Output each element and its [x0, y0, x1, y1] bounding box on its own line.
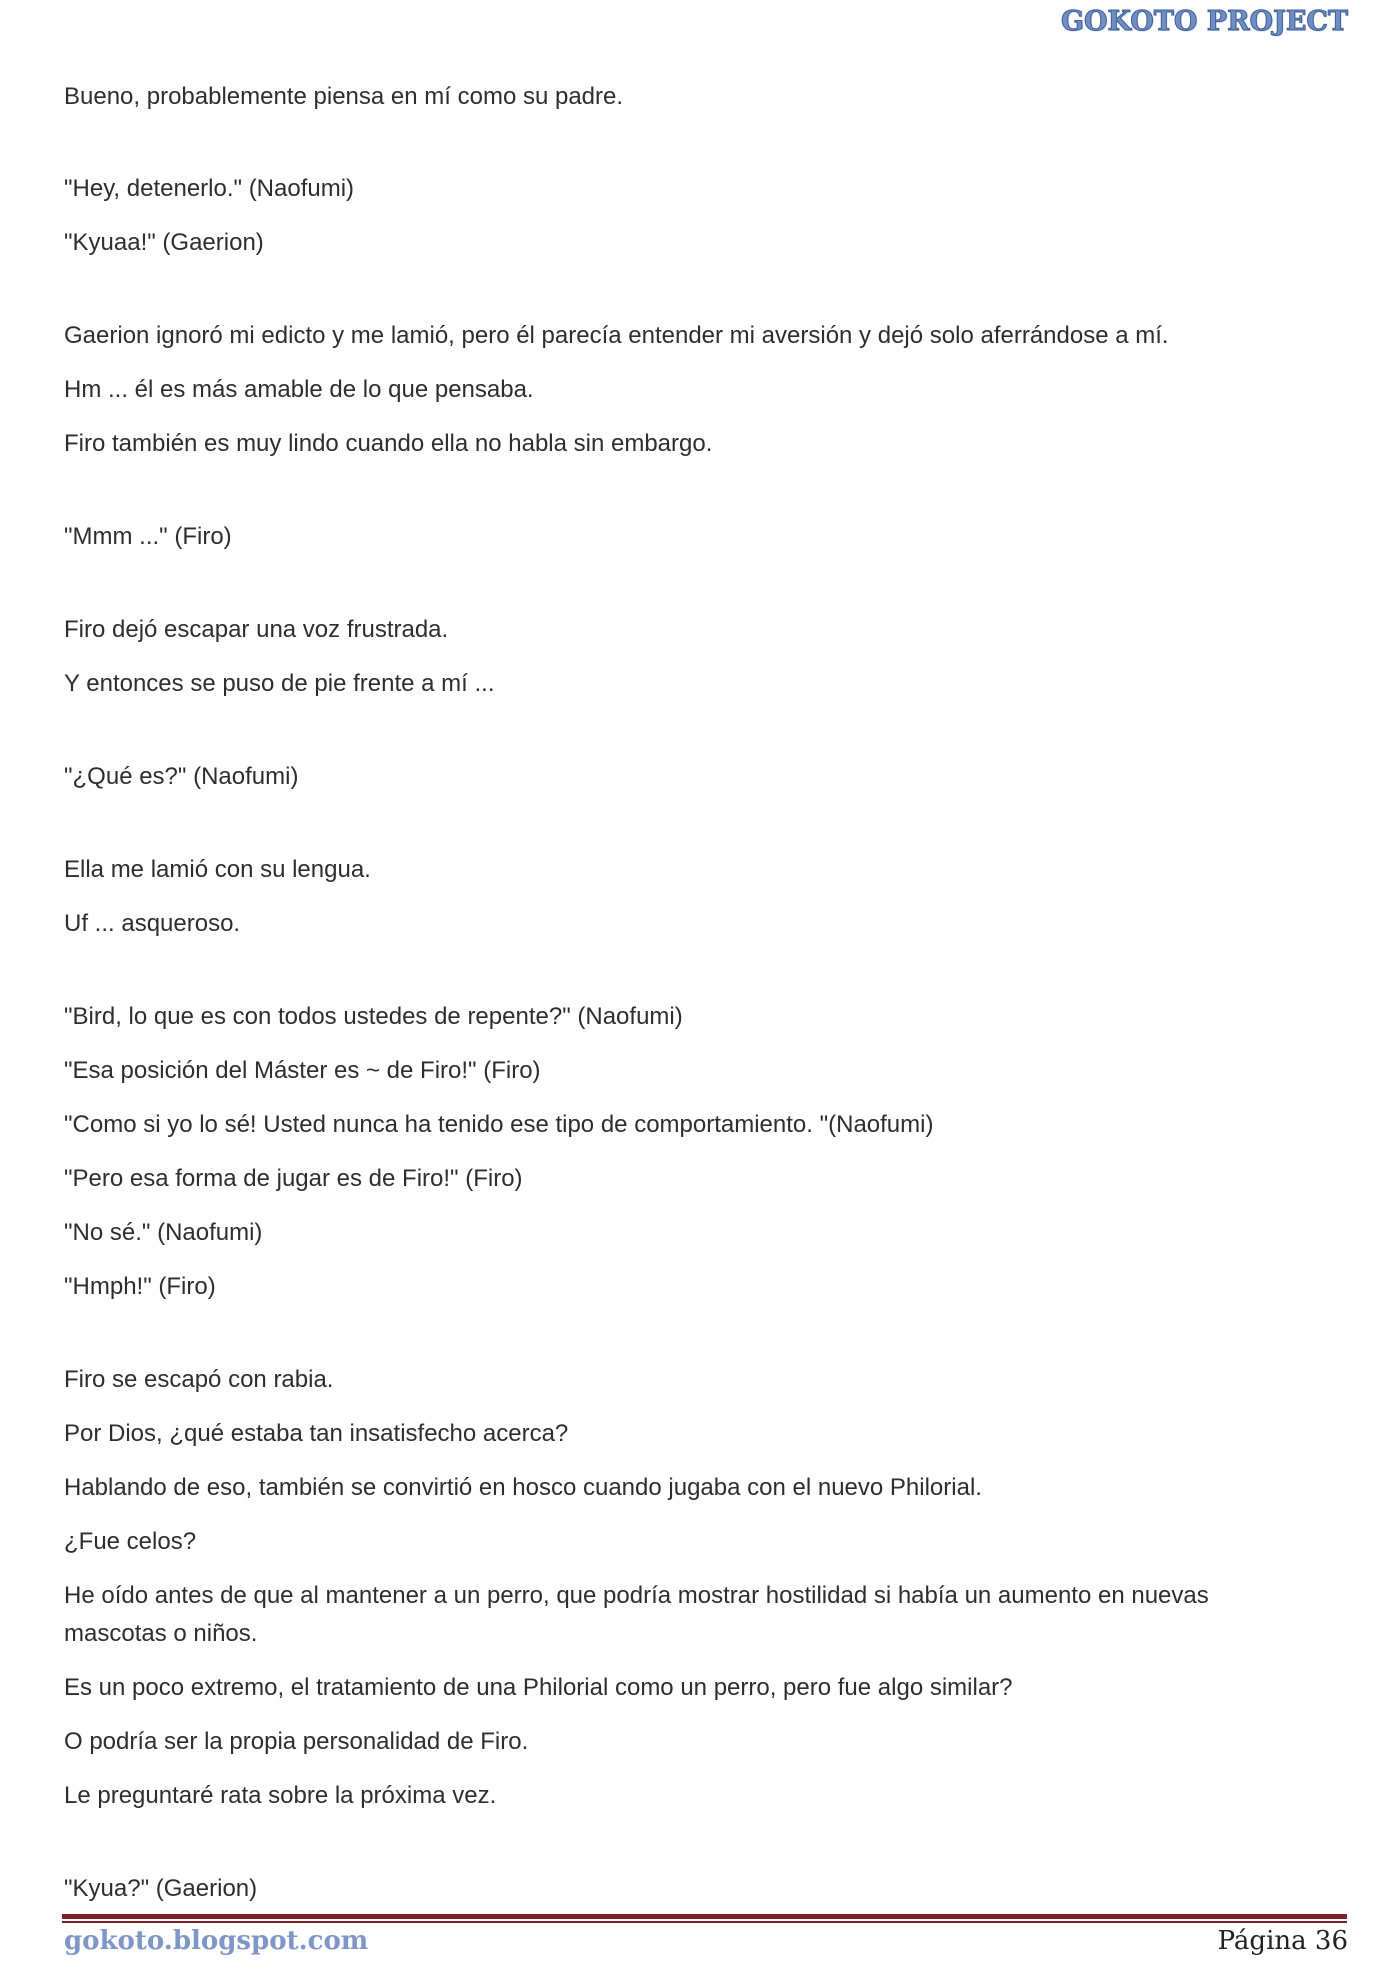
footer-divider: [62, 1914, 1347, 1923]
paragraph-16: "Pero esa forma de jugar es de Firo!" (Firo): [64, 1165, 523, 1192]
footer-divider-thin: [62, 1921, 1347, 1923]
paragraph-26: Le preguntaré rata sobre la próxima vez.: [64, 1782, 497, 1809]
paragraph-18: "Hmph!" (Firo): [64, 1273, 216, 1300]
paragraph-5: Hm ... él es más amable de lo que pensaba.: [64, 376, 534, 403]
paragraph-17: "No sé." (Naofumi): [64, 1219, 263, 1246]
paragraph-1: Bueno, probablemente piensa en mí como su padre.: [64, 83, 624, 110]
paragraph-2: "Hey, detenerlo." (Naofumi): [64, 175, 355, 202]
paragraph-27: "Kyua?" (Gaerion): [64, 1875, 258, 1902]
paragraph-22: ¿Fue celos?: [64, 1528, 197, 1555]
paragraph-14: "Esa posición del Máster es ~ de Firo!" (Firo): [64, 1057, 541, 1084]
paragraph-7: "Mmm ..." (Firo): [64, 523, 232, 550]
footer-page-number: Página 36: [1217, 1926, 1348, 1956]
paragraph-19: Firo se escapó con rabia.: [64, 1366, 334, 1393]
paragraph-21: Hablando de eso, también se convirtió en hosco cuando jugaba con el nuevo Philorial.: [64, 1474, 982, 1501]
header-brand: GOKOTO PROJECT: [1060, 6, 1348, 37]
paragraph-23: He oído antes de que al mantener a un perro, que podría mostrar hostilidad si había un aumento en nuevas mascotas o niños.: [64, 1582, 1209, 1647]
paragraph-24: Es un poco extremo, el tratamiento de una Philorial como un perro, pero fue algo similar?: [64, 1674, 1013, 1701]
paragraph-13: "Bird, lo que es con todos ustedes de repente?" (Naofumi): [64, 1003, 683, 1030]
paragraph-6: Firo también es muy lindo cuando ella no habla sin embargo.: [64, 430, 713, 457]
paragraph-9: Y entonces se puso de pie frente a mí ...: [64, 670, 495, 697]
footer-divider-thick: [62, 1914, 1347, 1919]
paragraph-15: "Como si yo lo sé! Usted nunca ha tenido ese tipo de comportamiento. "(Naofumi): [64, 1111, 934, 1138]
paragraph-12: Uf ... asqueroso.: [64, 910, 241, 937]
paragraph-11: Ella me lamió con su lengua.: [64, 856, 371, 883]
paragraph-25: O podría ser la propia personalidad de Firo.: [64, 1728, 529, 1755]
document-body: [64, 78, 1264, 1908]
footer-site-link[interactable]: gokoto.blogspot.com: [64, 1926, 369, 1956]
paragraph-4: Gaerion ignoró mi edicto y me lamió, pero él parecía entender mi aversión y dejó solo aferrándose a mí.: [64, 322, 1169, 349]
paragraph-10: "¿Qué es?" (Naofumi): [64, 763, 299, 790]
paragraph-3: "Kyuaa!" (Gaerion): [64, 229, 264, 256]
paragraph-20: Por Dios, ¿qué estaba tan insatisfecho acerca?: [64, 1420, 569, 1447]
paragraph-8: Firo dejó escapar una voz frustrada.: [64, 616, 449, 643]
